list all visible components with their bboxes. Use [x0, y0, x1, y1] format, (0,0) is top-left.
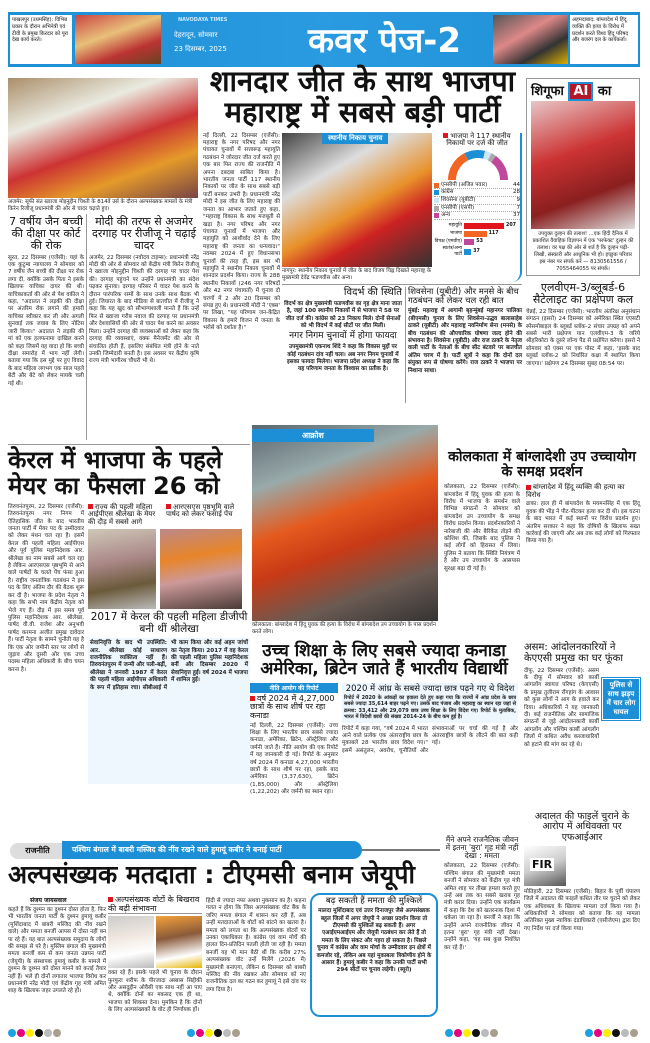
education-body-2: रिपोर्ट में कहा गया, "वर्ष 2024 में भारत आने वाले प्रत्येक एक अंतरराष्ट्रीय छात्र के मुकाबले 28 भारतीय छात्र विदेश गए।" इसमें असंतुलन, अवरोध, चुनौतियों और संभावनाओं पर चर्चा की गई है और अंतरराष्ट्रीय छात्रों के लौटने की बात कही गई।	[342, 725, 518, 754]
bar-label: महायुति	[448, 222, 462, 228]
assam-body: दीफू, 22 दिसम्बर (एजेंसी): असम के दीफू में सोमवार को कार्बी आंगलोंग स्वायत्त परिषद (केएएसी) के प्रमुख तुलीराम रोंगहांग के आवास को कुछ लोगों ने आग के हवाले कर दिया। अधिकारियों ने यह जानकारी दी। कई राजनीतिक और सामाजिक संगठनों से जुड़े आंदोलनकारी कार्बी आंगलोंग और पश्चिम कार्बी आंगलोंग जिलों में कथित अवैध कब्जाधारियों को हटाने की मांग कर रहे थे।	[524, 667, 599, 748]
legend-label: कांग्रेस	[441, 189, 454, 196]
donut-segment-2	[484, 154, 490, 156]
page-title: कवर पेज-2	[308, 21, 462, 61]
shivsena-story	[408, 288, 522, 404]
legend-value: 28	[513, 189, 520, 196]
donut-segment-1	[466, 154, 484, 157]
councillor-photo	[160, 529, 242, 609]
assam-box: पुलिस से साथ झड़प में चार लोग घायल	[602, 678, 640, 720]
header-left-caption: पाखलपुर (उधमसिंह): विभिन्न प्रकार के दौरान अभिनेत्री एवं टीवी के प्रमुख किरदार को पूरा देख कार्य करते।	[10, 15, 72, 64]
brand-name: NAVODAYA TIMES	[178, 17, 228, 23]
shigufa-photo	[531, 101, 635, 229]
bengal-strap: पश्चिम बंगाल में बाबरी मस्जिद की नींव रखने वाले हुमायूं कबीर ने बनाई पार्टी	[62, 841, 362, 859]
kolkata-body: कोलकाता, 22 दिसम्बर (एजेंसी): बांग्लादेश में हिंदू युवक की हत्या के विरोध में भाजपा के समर्थन वाले विभिन्न संगठनों ने सोमवार को बांग्लादेश उप उच्चायोग के समक्ष विरोध प्रदर्शन किया। प्रदर्शनकारियों ने नारेबाजी की और बैरिकेड तोड़ने की कोशिश की, जिसके बाद पुलिस ने कई लोगों को हिरासत में लिया। पुलिस ने बताया कि स्थिति नियंत्रण में है और उप उच्चायोग के आसपास सुरक्षा बढ़ा दी गई है।	[444, 484, 520, 572]
dargah-photo-caption: अजमेर: सूफी संत ख्वाजा मोइनुद्दीन चिश्ती के 814वें उर्स के दौरान अल्पसंख्यक मामलों के मंत्री किरेन रिजीजू प्रधानमंत्री की ओर से चादर चढ़ाते हुए।	[8, 199, 193, 212]
kolkata-story	[444, 450, 640, 640]
legend-value: 44	[513, 181, 520, 188]
bar-value: 53	[476, 238, 483, 244]
bengal-column-2	[108, 896, 202, 1016]
donut-segment-3	[490, 156, 494, 158]
shigufa-title-end: का	[597, 84, 612, 99]
kerala-box2-headline: आरएसएस पृष्ठभूमि वाले पार्षद को लेकर फंसाई पेंच	[166, 504, 242, 527]
vidarbha-body: विदर्भ का क्षेत्र मुख्यमंत्री फडणवीस का गृह क्षेत्र माना जाता है, जहां 100 स्थानीय निकायों में से भाजपा ने 58 पर जीत दर्ज की। कांग्रेस को 23 निकाय मिले। दोनों सेनाओं को भी विदर्भ में कई सीटों पर जीत मिली।	[284, 300, 402, 330]
legend-value: 37	[513, 212, 520, 219]
legend-label: शिवसेना (यूबीटी)	[441, 196, 476, 203]
vidarbha-subbody: उपमुख्यमंत्री एकनाथ शिंदे ने कहा कि विकास मुद्दों पर कोई गठबंधन दांव नहीं चला। अब नगर निगम चुनावों में इसका फायदा मिलेगा। भाजपा प्रदेश अध्यक्ष ने कहा कि यह परिणाम जनता के विश्वास का प्रतीक है।	[287, 344, 399, 373]
page-header	[8, 12, 640, 67]
sreelekha-body: सेवानिवृत्ति के बाद भी उपस्थिति: आर. श्रीलेखा कोई साधारण राजनीतिक व्यक्तित्व नहीं हैं। तिरुवनंतपुरम में जन्मी और पली-बढ़ीं, श्रीलेखा ने जनवरी 1987 में केरल की पहली महिला आईपीएस अधिकारी के रूप में इतिहास रचा। सीबीआई में भी काम किया और कई अहम जांचों का नेतृत्व किया। 2017 में वह केरल की पहली महिला पुलिस महानिदेशक बनीं और दिसम्बर 2020 में सेवानिवृत्त हुईं। वर्ष 2024 में भाजपा में शामिल हुईं।	[88, 638, 250, 784]
legend-swatch	[434, 213, 439, 218]
kerala-box1-headline: राज्य की पहली महिला आईपीएस श्रीलेखा के मेयर की दौड़ में सबसे आगे	[88, 504, 160, 527]
kerala-story	[8, 448, 250, 784]
legend-label: एनसीपी (अजित पवार)	[441, 181, 488, 188]
shigufa-box	[526, 78, 640, 276]
bengal-body-2: वक्त रहे हैं। इसके पहले भी चुनाव के दौरान फुरफुरा शरीफ के पीरजादा अब्बास सिद्दीकी और असदुद्दीन ओवैसी एक साथ नहीं आ पाए थे, क्योंकि दोनों का मकसद एक ही था, भाजपा को शिकस्त देना। मुमकिन है कि दोनों के लिए अल्पसंख्यकों के वोट ही निर्णायक हों।	[108, 970, 202, 1014]
lead-photo-caption: नागपुर: स्थानीय निकाय चुनावों में जीत के बाद विजय चिह्न दिखाते महाराष्ट्र के मुख्यमंत्री देवेंद्र फडणवीस और अन्य।	[282, 268, 432, 281]
kabir-photo	[156, 916, 202, 968]
kerala-body: तिरुवनंतपुरम, 22 दिसम्बर (एजेंसी): तिरुवनंतपुरम नगर निगम में ऐतिहासिक जीत के बाद भारतीय जनता पार्टी में मेयर पद के उम्मीदवार को लेकर मंथन चल रहा है। इसमें केरल की पहली महिला आईपीएस और पूर्व पुलिस महानिदेशक आर. श्रीलेखा का नाम सबसे आगे चल रहा है लेकिन आरएसएस पृष्ठभूमि से आने वाले पार्षदों के चलते पेंच फंसा हुआ है। राष्ट्रीय जनतांत्रिक गठबंधन ने इस पद के लिए अंतिम दौर की बैठक शुरू कर दी है। भाजपा के प्रदेश नेतृत्व ने कहा कि सभी नाम केंद्रीय नेतृत्व को भेजे गए हैं। दौड़ में इस समय पूर्व पुलिस महानिदेशक आर. श्रीलेखा, पार्षद वी.वी. राजेश और अनुभवी पार्षद करमना अजीत प्रमुख दावेदार हैं। पार्टी नेतृत्व के सामने चुनौती यह है कि एक ओर जमीनी स्तर पर लोगों से जुड़ाव और दूसरी ओर एक उच्च पदस्थ महिला अधिकारी के बीच चयन करना है।	[8, 503, 84, 673]
header-right-caption: अहमदाबाद: बांग्लादेश में हिंदू व्यक्ति की हत्या के विरोध में प्रदर्शन करते विश्व हिंदू परिषद और बजरंग दल के कार्यकर्ता।	[570, 15, 638, 64]
vidarbha-subheadline: नगर निगम चुनावों में होगा फायदा	[289, 331, 397, 342]
bengal-body: कहते हैं कि दुश्मन का दुश्मन दोस्त होता है, फिर भी भारतीय जनता पार्टी के दुश्मन हुमायूं कबीर (मुर्शिदाबाद में बाबरी मस्जिद की नींव रखने वाले) और ममता बनर्जी आपस में दोस्त नहीं बन पा रहे हैं। यह बात अल्पसंख्यक समुदाय के लोगों की समझ से परे है। मुस्लिम बंगाल की मुख्यमंत्री ममता बनर्जी कम से कम जनता उन्नयन पार्टी (जेयूपी) के संस्थापक हुमायूं कबीर के मामले में दुश्मन के दुश्मन को दोस्त मानने को कतई तैयार नहीं हैं। भले ही दोनों लगातार भाजपा विरोध कर प्रधानमंत्री नरेंद्र मोदी एवं केंद्रीय गृह मंत्री अमित शाह के खिलाफ जहर उगलते रहे हों।	[8, 907, 106, 995]
isro-headline: एलवीएम-3/ब्लूबर्ड-6 सैटेलाइट का प्रक्षेपण कल	[532, 281, 634, 306]
registration-marks	[0, 1022, 650, 1032]
bar-label: स्वतंत्र/अन्य पार्टी	[442, 245, 462, 257]
author-byline: संजय जायसवाल	[30, 896, 100, 905]
header-right-photo	[493, 15, 568, 64]
kolkata-headline: कोलकाता में बांग्लादेशी उप उच्चायोग के समक्ष प्रदर्शन	[448, 449, 636, 481]
mamata-box-headline: बढ़ सकती हैं ममता की मुश्किलें	[325, 896, 423, 906]
legend-swatch	[434, 206, 439, 211]
bar-label: भाजपा	[449, 230, 462, 236]
lead-photo	[282, 133, 432, 267]
story-ajmer	[89, 216, 199, 440]
donut-segment-0	[452, 156, 466, 179]
chart-title: भाजपा ने 117 स्थानीय निकायों पर दर्ज की जीत	[434, 133, 520, 148]
education-box	[342, 683, 518, 723]
story-jain-body: सूरत, 22 दिसम्बर (एजेंसी): यहां के एक कुटुम्ब न्यायालय ने सोमवार को 7 वर्षीय जैन बच्ची की दीक्षा पर रोक लगा दी, क्योंकि उसके पिता ने इसके खिलाफ याचिका दायर की थी। याचिकाकर्ता की ओर से पेश वकील ने कहा, "अदालत ने लड़की की दीक्षा पर अंतरिम रोक लगाने की हमारी याचिका स्वीकार कर ली और अगली सुनवाई तक जवाब के लिए नोटिस जारी किया।" अदालत ने लड़की की मां को एक हलफनामा दाखिल करने को कहा जिसमें यह वादा हो कि बच्ची दीक्षा समारोह में भाग नहीं लेगी। बताया गया कि इस मुद्दे पर हुए विवाद के बाद महिला लगभग एक साल पहले बेटी और बेटे को लेकर मायके चली गई थी।	[8, 254, 84, 387]
bar	[464, 223, 504, 229]
sreelekha-subheadline: 2017 में केरल की पहली महिला डीजीपी बनी थीं श्रीलेखा	[90, 611, 248, 635]
seats-chart	[434, 133, 522, 282]
assam-headline: असम: आंदोलनकारियों ने केएएसी प्रमुख का घर फूंका	[524, 642, 623, 664]
kolkata-box-body: ढाका: हाल ही में बांग्लादेश के मयमनसिंह में एक हिंदू युवक की भीड़ ने पीट-पीटकर हत्या कर दी थी। इस घटना के बाद भारत में कई स्थानों पर विरोध प्रदर्शन हुए। अंतरिम सरकार ने कहा कि दोषियों के खिलाफ सख्त कार्रवाई की जाएगी और अब तक कई लोगों को गिरफ्तार किया गया है।	[526, 501, 640, 545]
vidarbha-story	[284, 288, 402, 404]
education-box-body: रिपोर्ट में 2020 के आंकड़ों का हवाला देते हुए कहा गया कि राज्यों में आंध्र प्रदेश के छात्र सबसे ज्यादा 35,614 बाहर पढ़ने गए। उसके बाद पंजाब और महाराष्ट्र का स्थान रहा जहां से क्रमश: 33,412 और 29,079 छात्र उच्च शिक्षा के लिए विदेश गए। रिपोर्ट के मुताबिक, भारत में विदेशी छात्रों की संख्या 2014-24 के बीच कम हुई है।	[344, 694, 516, 721]
shigufa-ai-badge: AI	[568, 82, 593, 101]
court-body: मोतिहारी, 22 दिसम्बर (एजेंसी): बिहार के पूर्वी चंपारण जिले में अदालत की फाइलें कथित तौर पर चुराने को लेकर एक अधिवक्ता के खिलाफ मामला दर्ज किया गया है। अधिकारियों ने सोमवार को बताया कि यह मामला अतिरिक्त मुख्य न्यायिक दंडाधिकारी (एसीजेएम) द्वारा दिए गए निर्देश पर दर्ज किया गया।	[524, 888, 640, 932]
story-jain	[8, 216, 84, 440]
edition-date: 23 दिसम्बर, 2025	[174, 45, 227, 53]
legend-item	[434, 197, 520, 205]
bar-row	[434, 246, 520, 258]
bar-value: 117	[488, 230, 499, 236]
sreelekha-photo	[88, 529, 156, 609]
header-left-photo	[75, 15, 161, 64]
bar-row	[434, 230, 520, 238]
dargah-photo	[8, 78, 198, 198]
legend-value: 9	[516, 196, 520, 203]
bengal-headline: अल्पसंख्यक मतदाता : टीएमसी बनाम जेयूपी	[8, 860, 415, 889]
bar	[464, 239, 474, 245]
edition-city-day: देहरादून, सोमवार	[174, 31, 218, 39]
legend-item	[434, 189, 520, 197]
shigufa-caption: उपयुक्त दुल्हन की तलाश! ...एक हिंदी दैनिक में प्रकाशित वैवाहिक विज्ञापन में एक 'परफेक्ट' दुल्हन की तलाश। वर पक्ष की ओर से शर्त है कि दुल्हन पढ़ी-लिखी, संस्कारी और आधुनिक भी हो। इच्छुक परिवार इस नंबर पर संपर्क करें — 8130561556 / 7055464055 पर संपर्क।	[532, 231, 634, 272]
legend-swatch	[434, 183, 439, 188]
story-ajmer-headline: मोदी की तरफ से अजमेर दरगाह पर रीजीजू ने चढ़ाई चादर	[91, 215, 196, 252]
legend-value: 7	[516, 204, 520, 211]
court-headline: अदालत की फाइलें चुराने के आरोप में अधिवक्ता पर एफआईआर	[534, 811, 630, 843]
bar-row	[434, 222, 520, 230]
fir-label: FIR	[532, 857, 553, 871]
kerala-headline: केरल में भाजपा के पहले मेयर का फैसला 26 को	[8, 446, 223, 500]
mamata-photo	[108, 916, 154, 968]
mamata-headline: मैंने अपने राजनैतिक जीवन में इतना 'बुरा' गृह मंत्री नहीं देखा : ममता	[445, 835, 519, 861]
legend-swatch	[434, 190, 439, 195]
donut-chart	[448, 148, 508, 182]
legend-label: अन्य	[441, 212, 451, 219]
shivsena-headline: शिवसेना (यूबीटी) और मनसे के बीच गठबंधन को लेकर चल रही बात	[408, 287, 519, 307]
isro-story	[526, 282, 640, 404]
legend-label: एनसीपी (एसपी)	[441, 204, 475, 211]
mamata-box	[310, 893, 438, 1017]
legend-swatch	[434, 198, 439, 203]
isro-body: चेन्नई, 22 दिसम्बर (एजेंसी): भारतीय अंतरिक्ष अनुसंधान संगठन (इसरो) 24 दिसम्बर को अमेरिका स्थित एएसटी स्पेसमोबाइल के ब्लूबर्ड ब्लॉक-2 संचार उपग्रह को अपने सबसे भारी प्रक्षेपण यान एलवीएम-3 के जरिये श्रीहरिकोटा के दूसरे लॉन्च पैड से प्रक्षेपित करेगा। इसरो ने सोमवार को एक्स पर एक पोस्ट में कहा, 'इसके बाद ब्लूबर्ड ब्लॉक-2 को निर्धारित कक्षा में स्थापित किया जाएगा।' प्रक्षेपण 24 दिसम्बर सुबह 08:54 पर।	[526, 308, 640, 367]
lead-photo-tag: स्थानीय निकाय चुनाव	[322, 133, 388, 144]
bengal-box-headline: अल्पसंख्यक वोटों के बिखराव की बढ़ी संभावना	[108, 896, 202, 914]
protest-photo-tag: आक्रोश	[252, 429, 374, 442]
mamata-box-body: मालदा मुर्शिदाबाद एवं उत्तर दिनाजपुर जैसे अल्पसंख्यक बहुल जिलों में अगर जेयूपी ने अच्छा प्रदर्शन किया तो टीएमसी की मुश्किलें बढ़ सकती हैं। अगर एआईएमआईएम और जेयूपी गठबंधन कर लेते हैं तो ममता के लिए संकट और गहरा हो सकता है। पिछले चुनाव में कांग्रेस और वाम मोर्चा के उम्मीदवार इन क्षेत्रों में कमजोर रहे, लेकिन अब यहां मुकाबला त्रिकोणीय होने के आसार हैं। हुमायूं कबीर ने कहा कि उनकी पार्टी सभी 294 सीटों पर चुनाव लड़ेगी। (ब्यूरो)	[316, 908, 432, 974]
court-story	[524, 812, 640, 1018]
mamata-body: कोलकाता, 22 दिसम्बर (एजेंसी): पश्चिम बंगाल की मुख्यमंत्री ममता बनर्जी ने सोमवार को केंद्रीय गृह मंत्री अमित शाह पर तीखा हमला करते हुए उन्हें अब तक का सबसे खराब गृह मंत्री करार दिया। उन्होंने एक कार्यक्रम में कहा कि देश को खतरनाक दिशा में धकेला जा रहा है। बनर्जी ने कहा कि उन्होंने अपने राजनीतिक जीवन में इतना 'बुरा' गृह मंत्री नहीं देखा। उन्होंने कहा, 'यह सब कुछ नियंत्रित कर रहे हैं।'	[444, 863, 520, 951]
legend-item	[434, 205, 520, 213]
shivsena-body: मुंबई: महाराष्ट्र में आगामी बृहन्मुंबई महानगर पालिका (बीएमसी) चुनाव के लिए शिवसेना-उद्धव बालासाहेब ठाकरे (यूबीटी) और महाराष्ट्र नवनिर्माण सेना (मनसे) के बीच गठबंधन की औपचारिक घोषणा जल्द होने की संभावना है। शिवसेना (यूबीटी) और राज ठाकरे के नेतृत्व वाली पार्टी के नेताओं के बीच सीट बंटवारे पर बातचीत अंतिम चरण में है। पार्टी सूत्रों ने कहा कि दोनों दल संयुक्त रूप से घोषणा करेंगे। राज ठाकरे ने भाजपा पर निशाना साधा।	[408, 308, 522, 374]
education-subheadline: वर्ष 2024 में 4,27,000 छात्रों के साथ शीर्ष पर रहा कनाडा	[250, 695, 338, 721]
section-label: राजनीति	[10, 843, 65, 859]
shigufa-title: शिगूफा	[531, 84, 564, 99]
bengal-column-1	[8, 896, 106, 1016]
kolkata-box-headline: बांग्लादेश में हिंदू व्यक्ति की हत्या का विरोध	[526, 484, 640, 499]
bengal-body-3: हिंदी से ज्यादा नफा अथवा नुकसान का है। कहना गलत न होगा कि जिस अल्पसंख्यक वोट बैंक के जरिए ममता बंगाल में शासन कर रही हैं, अब उन्हीं मतदाताओं के वोटों को बांटने का खतरा है। ममता को लगता था कि अल्पसंख्यक वोटरों पर उनका एकाधिकार है। कांग्रेस एवं वाम मोर्चे की हालत दिन-प्रतिदिन पतली होती जा रही है। ममता बनर्जी यह भी मान बैठी थीं कि करीब 27% अल्पसंख्यक वोट उन्हें मिलेंगे (2026 में) मुख्यमंत्री बनाएगा, लेकिन 6 दिसम्बर को बाबरी मस्जिद की नींव रखकर और सोमवार को नए राजनीतिक दल का गठन कर हुमायूं ने इसे दांव पर लगा दिया है।	[206, 898, 306, 993]
education-tag: नीति आयोग की रिपोर्ट	[250, 683, 338, 693]
fir-image	[524, 846, 566, 886]
story-ajmer-body: अजमेर, 22 दिसम्बर (नवोदय टाइम्स): प्रधानमंत्री नरेंद्र मोदी की ओर से सोमवार को केंद्रीय मंत्री किरेन रीजीजू ने ख्वाजा मोइनुद्दीन चिश्ती की दरगाह पर चादर पेश की। दरगाह पहुंचने पर उन्होंने प्रधानमंत्री का संदेश पढ़कर सुनाया। दरगाह परिसर में चादर पेश करने के दौरान पारंपरिक रस्मों के साथ उनके साथ बैठक भी हुई। जियारत के बाद मीडिया से बातचीत में रीजीजू ने कहा कि यह खुद को सौभाग्यशाली मानते हैं कि उन्हें फिर से ख्वाजा गरीब नवाज की दरगाह पर प्रधानमंत्री और देशवासियों की ओर से चादर पेश करने का अवसर मिला। उन्होंने दरगाह की व्यवस्थाओं को लेकर कहा कि दरगाह की व्यवस्थाएं, वक्फ मैनेजमेंट की ओर से संचालित होती हैं, इसलिए संबंधित मंत्री होने के नाते उनकी जिम्मेदारी बनती है। इस अवसर पर केंद्रीय कृषि राज्य मंत्री भागीरथ चौधरी भी थे।	[89, 254, 199, 365]
education-box-headline: 2020 में आंध्र के सबसे ज्यादा छात्र पढ़ने गए थे विदेश	[345, 683, 515, 694]
bar	[464, 249, 471, 255]
bar-row	[434, 238, 520, 246]
donut-segment-4	[494, 159, 504, 180]
bar-value: 207	[506, 222, 517, 228]
chart-legend	[434, 182, 520, 220]
lead-headline: शानदार जीत के साथ भाजपा महाराष्ट्र में सबसे बड़ी पार्टी	[209, 64, 516, 130]
story-jain-headline: 7 वर्षीय जैन बच्ची की दीक्षा पर कोर्ट की रोक	[9, 215, 83, 252]
mamata-story	[444, 836, 520, 1018]
education-story	[250, 642, 518, 820]
assam-story	[524, 643, 640, 809]
bar	[464, 231, 487, 237]
education-body: नई दिल्ली, 22 दिसम्बर (एजेंसी): उच्च शिक्षा के लिए भारतीय छात्र सबसे ज्यादा कनाडा, अमेरिका, ब्रिटेन, ऑस्ट्रेलिया और जर्मनी जाते हैं। नीति आयोग की एक रिपोर्ट में यह जानकारी दी गई। रिपोर्ट के अनुसार वर्ष 2024 में कनाडा 4,27,000 भारतीय छात्रों के साथ शीर्ष पर रहा, इसके बाद अमेरिका (3,37,630), ब्रिटेन (1,85,000) और ऑस्ट्रेलिया (1,22,202) और जर्मनी का स्थान रहा।	[250, 722, 338, 796]
education-headline: उच्च शिक्षा के लिए सबसे ज्यादा कनाडा अमेरिका, ब्रिटेन जाते हैं भारतीय विद्यार्थी	[260, 641, 508, 680]
legend-item	[434, 212, 520, 220]
vidarbha-headline: विदर्भ की स्थिति	[343, 287, 402, 298]
bar-chart	[434, 222, 520, 258]
lead-body: नई दिल्ली, 22 दिसम्बर (एजेंसी): महाराष्ट्र के नगर परिषद और नगर पंचायत चुनावों में सत्तारूढ़ महायुति गठबंधन ने जोरदार जीत दर्ज करते हुए एक बार फिर राज्य की राजनीति में अपना दबदबा साबित किया है। भारतीय जनता पार्टी 117 स्थानीय निकायों पर जीत के साथ सबसे बड़ी पार्टी बनकर उभरी है। प्रधानमंत्री नरेंद्र मोदी ने इस जीत के लिए महाराष्ट्र की जनता का आभार जताते हुए कहा, "महाराष्ट्र विकास के साथ मजबूती से खड़ा है। नगर परिषद और नगर पंचायत चुनावों में भाजपा और महायुति को आशीर्वाद देने के लिए महाराष्ट्र की जनता का धन्यवाद।" नवम्बर 2024 में हुए विधानसभा चुनावों की तरह ही, इस बार भी महायुति ने स्थानीय निकाय चुनावों में शानदार प्रदर्शन किया। राज्य के 288 स्थानीय निकायों (246 नगर परिषदों और 42 नगर पंचायतों) में चुनाव दो चरणों में 2 और 20 दिसम्बर को संपन्न हुए थे। प्रधानमंत्री मोदी ने 'एक्स' पर लिखा, "यह परिणाम जन-केंद्रित विकास के हमारे विजन में जनता के भरोसे को दर्शाता है।"	[203, 132, 280, 332]
protest-photo	[252, 425, 438, 621]
bar-value: 37	[473, 248, 480, 254]
bar-label: विपक्ष (एमवीए)	[434, 238, 462, 244]
protest-photo-caption: कोलकाता: बांग्लादेश में हिंदू युवक की हत्या के विरोध में बांग्लादेश उप उच्चायोग के पास प्रदर्शन करते लोग।	[252, 622, 436, 635]
